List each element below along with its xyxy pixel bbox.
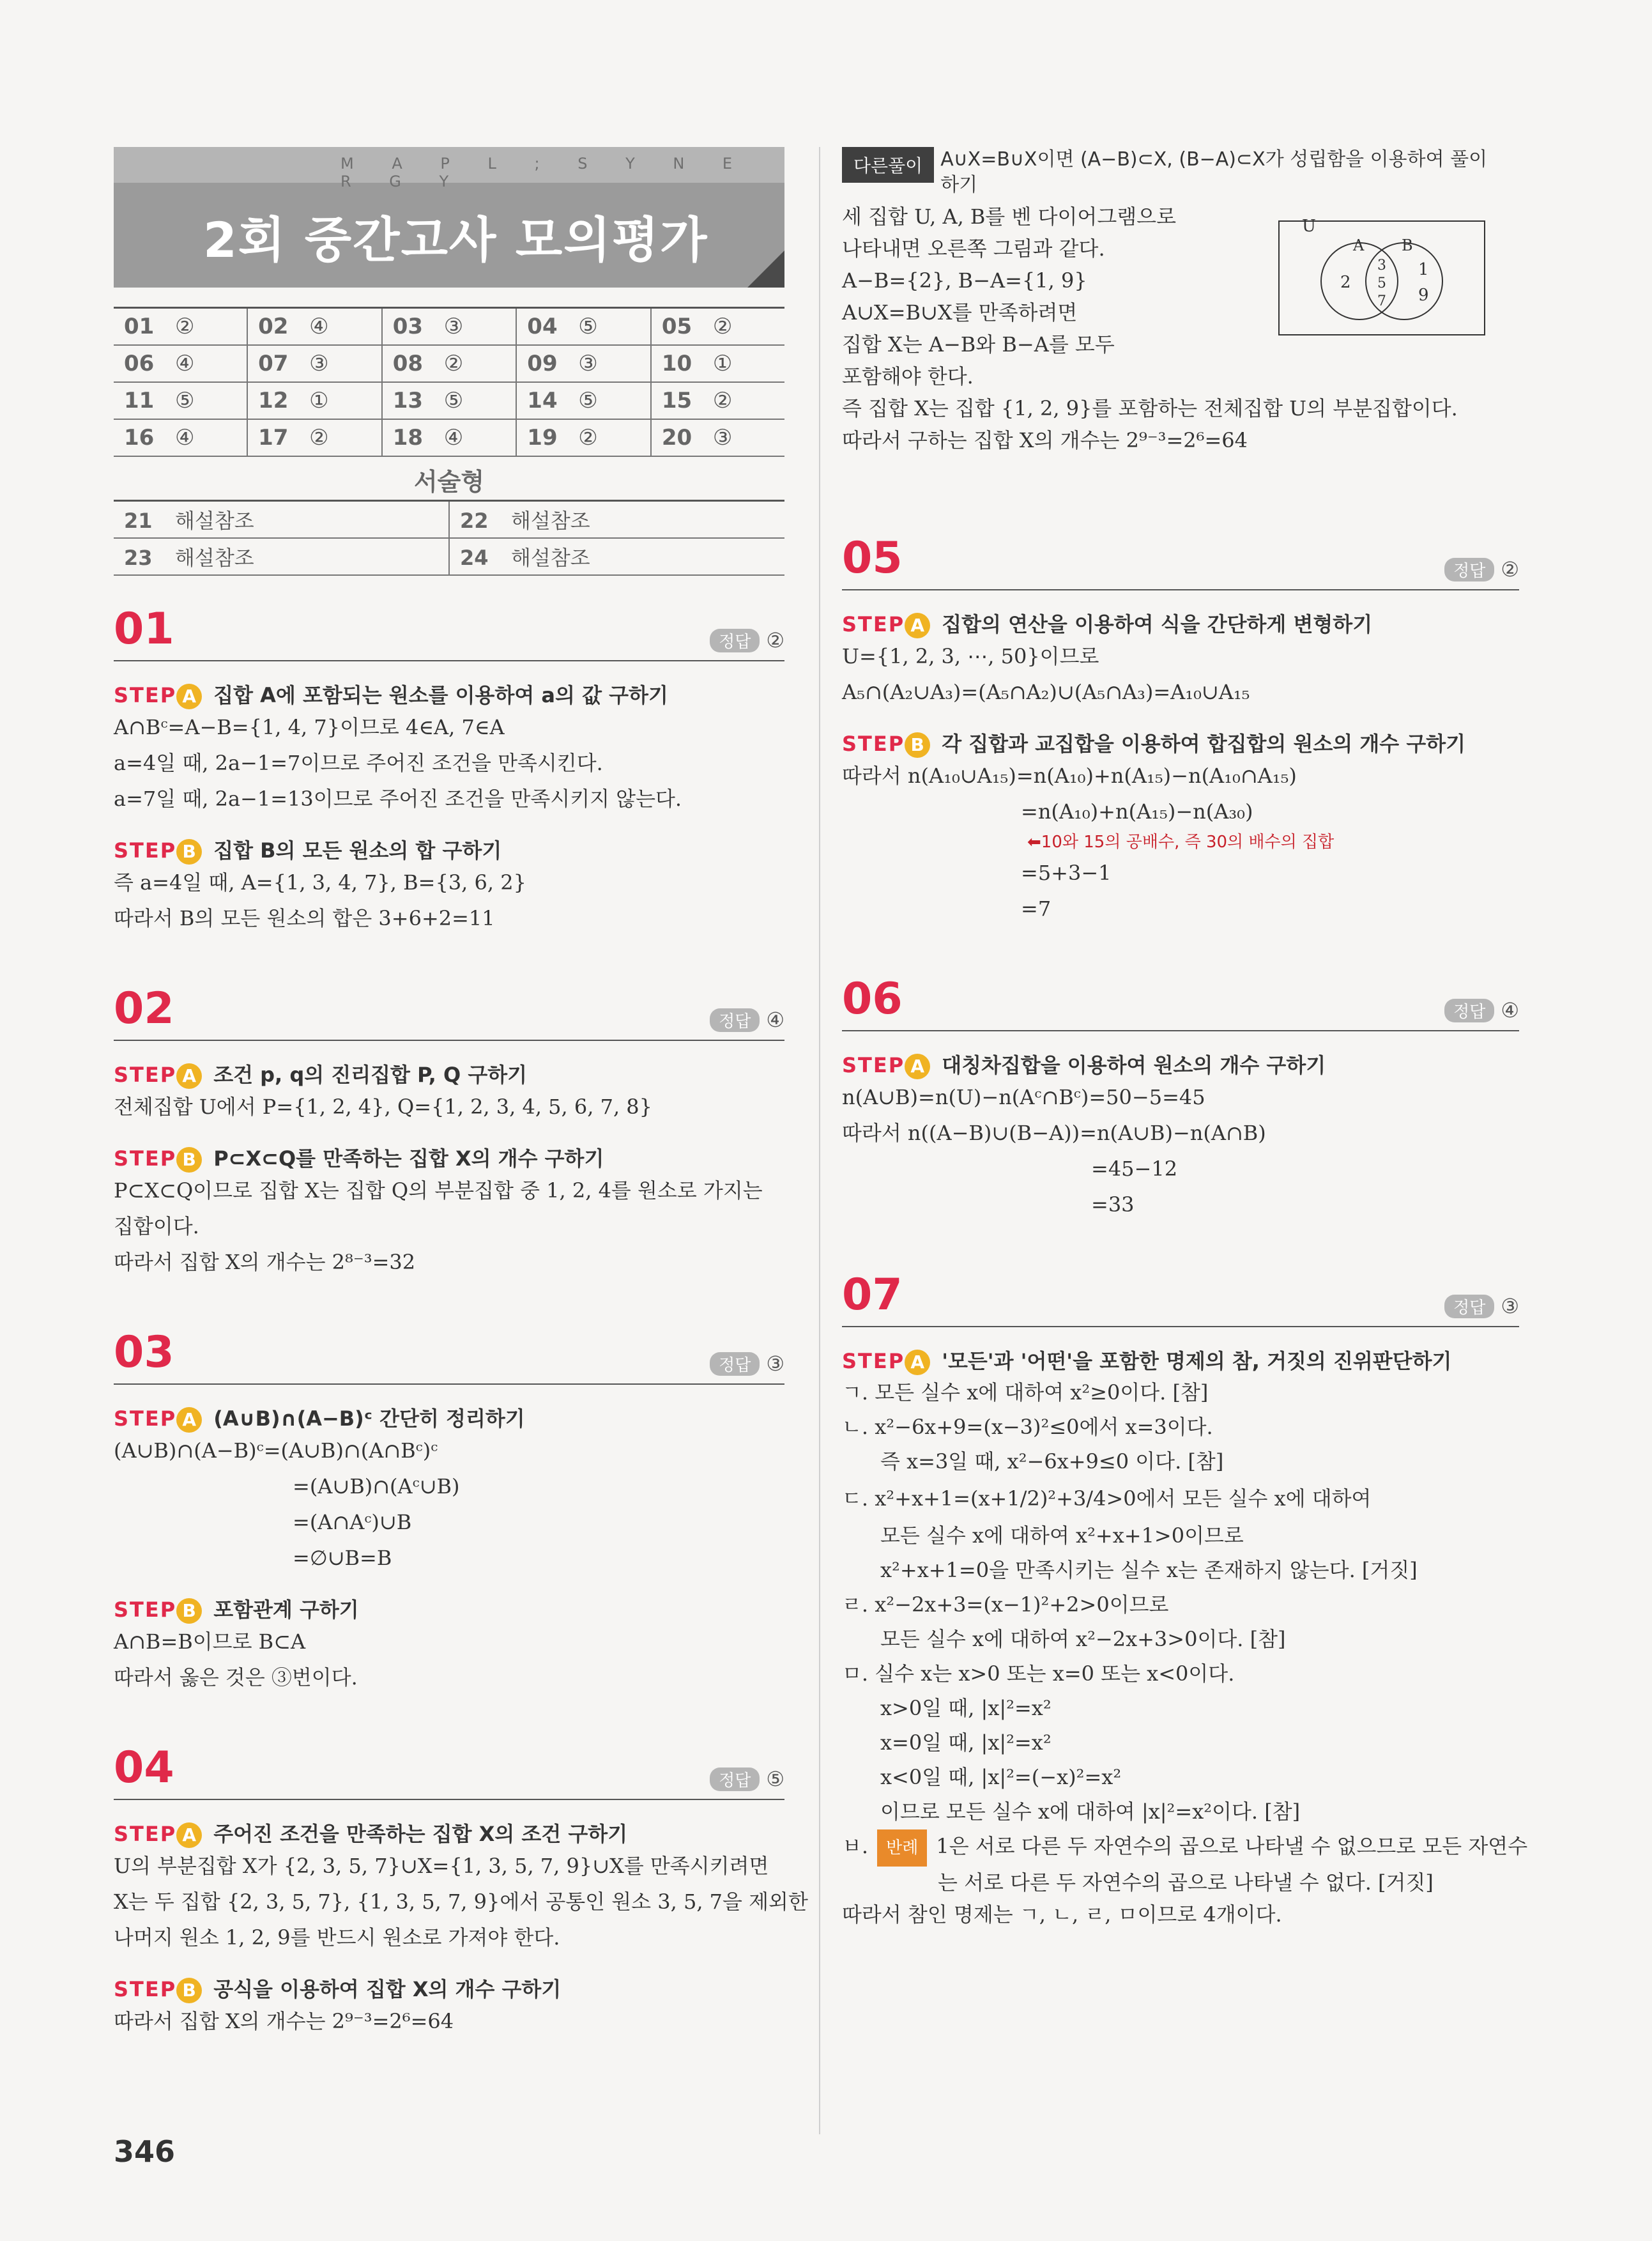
- step-title: 집합 A에 포함되는 원소를 이용하여 a의 값 구하기: [213, 683, 668, 707]
- venn-mid-value-1: 3: [1377, 258, 1386, 273]
- question-number: 18: [392, 425, 424, 451]
- item-marker: ㅂ.: [842, 1834, 869, 1858]
- answer-badge: [710, 628, 784, 652]
- step-title: 주어진 조건을 만족하는 집합 X의 조건 구하기: [213, 1822, 628, 1846]
- answer-cell: [114, 308, 247, 346]
- step-mark: A: [176, 1822, 202, 1848]
- answer-choice: ②: [443, 351, 464, 376]
- step-mark: A: [905, 1350, 930, 1375]
- step-label: STEP: [114, 1063, 177, 1087]
- text-line: 따라서 n(A₁₀∪A₁₅)=n(A₁₀)+n(A₁₅)−n(A₁₀∩A₁₅): [842, 764, 1297, 788]
- text-line: (A∪B)∩(A−B)ᶜ=(A∪B)∩(A∩Bᶜ)ᶜ: [114, 1438, 438, 1463]
- answer-choice: ①: [712, 351, 733, 376]
- text-line: =n(A₁₀)+n(A₁₅)−n(A₃₀): [1021, 799, 1253, 824]
- problem-04: [114, 1740, 808, 2039]
- step-a: [114, 679, 784, 709]
- text-line: a=4일 때, 2a−1=7이므로 주어진 조건을 만족시킨다.: [114, 751, 603, 775]
- answer-badge: [1444, 998, 1519, 1022]
- question-number: 09: [527, 351, 558, 376]
- answer-pill: 정답: [710, 1767, 760, 1791]
- answer-choice: ②: [309, 425, 329, 451]
- text-line: 전체집합 U에서 P={1, 2, 4}, Q={1, 2, 3, 4, 5, 6, 7, 8}: [114, 1095, 653, 1119]
- text-line: 나머지 원소 1, 2, 9를 반드시 원소로 가져야 한다.: [114, 1925, 560, 1950]
- answer-badge: [1444, 1294, 1519, 1318]
- text-line: ㄹ. x²−2x+3=(x−1)²+2>0이므로: [842, 1592, 1169, 1617]
- answer-value: ④: [1501, 998, 1519, 1022]
- answer-choice: ⑤: [175, 388, 195, 413]
- answer-cell: [247, 308, 382, 346]
- answer-cell: [516, 308, 651, 346]
- answer-choice: ③: [712, 425, 733, 451]
- answer-choice: ②: [712, 388, 733, 413]
- problem-05: [842, 530, 1519, 927]
- step-mark: B: [176, 1598, 202, 1624]
- answer-choice: ⑤: [578, 388, 598, 413]
- problem-02: [114, 981, 784, 1280]
- answer-badge: [1444, 557, 1519, 581]
- question-number: 05: [661, 314, 692, 339]
- venn-label-b: B: [1402, 236, 1413, 254]
- answer-choice: ⑤: [578, 314, 598, 339]
- text-line: A−B={2}, B−A={1, 9}: [842, 268, 1087, 293]
- step-title: 포함관계 구하기: [213, 1598, 359, 1622]
- step-label: STEP: [842, 612, 905, 636]
- essay-row: [114, 501, 784, 539]
- answer-cell: [516, 382, 651, 419]
- answer-badge: [710, 1767, 784, 1791]
- answer-cell: [651, 382, 784, 419]
- question-number: 10: [661, 351, 692, 376]
- answer-choice: ④: [175, 351, 195, 376]
- text-line: 포함해야 한다.: [842, 364, 974, 389]
- text-line: A∩B=B이므로 B⊂A: [114, 1629, 306, 1654]
- essay-reference: 해설참조: [175, 509, 254, 533]
- answer-choice: ②: [712, 314, 733, 339]
- text-line: =33: [1091, 1192, 1135, 1217]
- column-divider: [819, 147, 820, 2134]
- text-line: 집합 X는 A−B와 B−A를 모두: [842, 332, 1115, 357]
- page-title: 2회 중간고사 모의평가: [203, 212, 708, 268]
- problem-07: [842, 1267, 1528, 1930]
- question-number: 20: [661, 425, 692, 451]
- answer-cell: [247, 345, 382, 382]
- text-line: U={1, 2, 3, ⋯, 50}이므로: [842, 644, 1099, 668]
- question-number: 17: [258, 425, 289, 451]
- text-line: 즉 x=3일 때, x²−6x+9≤0 이다. [참]: [880, 1449, 1224, 1474]
- text-line: 따라서 n((A−B)∪(B−A))=n(A∪B)−n(A∩B): [842, 1121, 1266, 1145]
- essay-table: [114, 500, 784, 576]
- answer-choice: ②: [175, 314, 195, 339]
- text-line: x=0일 때, |x|²=x²: [880, 1730, 1052, 1755]
- text-line: 나타내면 오른쪽 그림과 같다.: [842, 236, 1105, 261]
- step-label: STEP: [114, 1977, 177, 2001]
- step-label: STEP: [114, 1146, 177, 1171]
- step-label: STEP: [114, 1598, 177, 1622]
- step-title: 조건 p, q의 진리집합 P, Q 구하기: [213, 1063, 528, 1087]
- text-line: 따라서 B의 모든 원소의 합은 3+6+2=11: [114, 906, 495, 930]
- answer-table: [114, 307, 784, 457]
- step-title: 각 집합과 교집합을 이용하여 합집합의 원소의 개수 구하기: [942, 732, 1466, 756]
- problem-header: [842, 1267, 1519, 1327]
- answer-row: [114, 419, 784, 456]
- text-line: 1은 서로 다른 두 자연수의 곱으로 나타낼 수 없으므로 모든 자연수: [936, 1834, 1528, 1858]
- step-mark: A: [176, 684, 202, 709]
- step-mark: A: [176, 1063, 202, 1089]
- answer-choice: ④: [175, 425, 195, 451]
- question-number: 23: [124, 546, 153, 570]
- problem-header: [114, 601, 784, 661]
- step-b: [114, 1594, 784, 1624]
- problem-header: [114, 981, 784, 1041]
- answer-pill: 정답: [710, 629, 760, 652]
- venn-left-value: 2: [1340, 273, 1351, 292]
- essay-cell: [449, 538, 784, 575]
- answer-row: [114, 345, 784, 382]
- step-a: [842, 608, 1519, 638]
- text-line: ㄷ. x²+x+1=(x+1/2)²+3/4>0에서 모든 실수 x에 대하여: [842, 1486, 1372, 1511]
- step-mark: B: [176, 839, 202, 865]
- answer-cell: [651, 308, 784, 346]
- problem-number: 06: [842, 974, 903, 1024]
- question-number: 04: [527, 314, 558, 339]
- answer-choice: ②: [578, 425, 598, 451]
- text-line: U의 부분집합 X가 {2, 3, 5, 7}∪X={1, 3, 5, 7, 9}∪X를 만족시키려면: [114, 1854, 769, 1878]
- problem-number: 07: [842, 1270, 903, 1320]
- question-number: 13: [392, 388, 424, 413]
- text-line: 따라서 옳은 것은 ③번이다.: [114, 1665, 358, 1690]
- answer-row: [114, 382, 784, 419]
- venn-diagram: [1276, 217, 1487, 339]
- step-mark: B: [905, 732, 930, 758]
- text-line: x>0일 때, |x|²=x²: [880, 1696, 1052, 1720]
- text-line: 따라서 참인 명제는 ㄱ, ㄴ, ㄹ, ㅁ이므로 4개이다.: [842, 1902, 1282, 1927]
- text-line: 는 서로 다른 두 자연수의 곱으로 나타낼 수 없다. [거짓]: [938, 1870, 1434, 1895]
- answer-cell: [382, 382, 517, 419]
- step-title: 대칭차집합을 이용하여 원소의 개수 구하기: [942, 1053, 1326, 1077]
- text-line: 집합이다.: [114, 1214, 199, 1238]
- answer-badge: [710, 1352, 784, 1376]
- problem-number: 01: [114, 604, 174, 654]
- step-label: STEP: [114, 1822, 177, 1846]
- text-line: 따라서 구하는 집합 X의 개수는 2⁹⁻³=2⁶=64: [842, 428, 1248, 452]
- step-mark: A: [176, 1407, 202, 1433]
- answer-cell: [651, 345, 784, 382]
- answer-badge: [710, 1008, 784, 1032]
- answer-pill: 정답: [1444, 999, 1494, 1022]
- text-line: 따라서 집합 X의 개수는 2⁸⁻³=32: [114, 1250, 416, 1274]
- venn-mid-value-2: 5: [1377, 275, 1386, 291]
- text-line: 모든 실수 x에 대하여 x²+x+1>0이므로: [880, 1523, 1244, 1548]
- text-line: 따라서 집합 X의 개수는 2⁹⁻³=2⁶=64: [114, 2009, 454, 2033]
- answer-choice: ③: [578, 351, 598, 376]
- answer-cell: [114, 345, 247, 382]
- essay-cell: [114, 501, 449, 539]
- venn-right-value-2: 9: [1418, 286, 1429, 305]
- answer-cell: [382, 419, 517, 456]
- answer-choice: ④: [443, 425, 464, 451]
- answer-choice: ①: [309, 388, 329, 413]
- answer-cell: [114, 382, 247, 419]
- text-line: P⊂X⊂Q이므로 집합 X는 집합 Q의 부분집합 중 1, 2, 4를 원소로 가지는: [114, 1178, 763, 1203]
- step-mark: B: [176, 1147, 202, 1173]
- step-label: STEP: [114, 838, 177, 863]
- answer-value: ④: [766, 1008, 784, 1032]
- question-number: 16: [124, 425, 155, 451]
- answer-value: ②: [766, 628, 784, 652]
- step-mark: B: [176, 1978, 202, 2003]
- answer-cell: [382, 308, 517, 346]
- text-line: =(A∩Aᶜ)∪B: [293, 1510, 412, 1534]
- essay-cell: [449, 501, 784, 539]
- problem-header: [114, 1325, 784, 1385]
- question-number: 07: [258, 351, 289, 376]
- venn-right-value-1: 1: [1418, 260, 1429, 279]
- venn-circle-a: [1321, 243, 1398, 320]
- answer-value: ⑤: [766, 1767, 784, 1791]
- answer-value: ②: [1501, 557, 1519, 581]
- text-line: 세 집합 U, A, B를 벤 다이어그램으로: [842, 204, 1176, 229]
- text-line: 모든 실수 x에 대하여 x²−2x+3>0이다. [참]: [880, 1627, 1286, 1651]
- step-title: '모든'과 '어떤'을 포함한 명제의 참, 거짓의 진위판단하기: [942, 1349, 1452, 1373]
- answer-pill: 정답: [710, 1008, 760, 1032]
- text-line: X는 두 집합 {2, 3, 5, 7}, {1, 3, 5, 7, 9}에서 공통인 원소 3, 5, 7을 제외한: [114, 1890, 808, 1914]
- answer-value: ③: [1501, 1294, 1519, 1318]
- problem-06: [842, 971, 1519, 1222]
- step-a: [114, 1059, 784, 1089]
- essay-reference: 해설참조: [511, 546, 590, 570]
- venn-label-u: U: [1302, 217, 1316, 236]
- text-line: a=7일 때, 2a−1=13이므로 주어진 조건을 만족시키지 않는다.: [114, 787, 682, 811]
- problem-header: [842, 971, 1519, 1031]
- answer-cell: [516, 345, 651, 382]
- text-line: n(A∪B)=n(U)−n(Aᶜ∩Bᶜ)=50−5=45: [842, 1085, 1205, 1109]
- problem-number: 02: [114, 983, 174, 1034]
- text-line: A∪X=B∪X를 만족하려면: [842, 300, 1078, 325]
- step-mark: A: [905, 1054, 930, 1079]
- answer-cell: [114, 419, 247, 456]
- answer-cell: [247, 382, 382, 419]
- essay-title: 서술형: [413, 468, 485, 496]
- essay-reference: 해설참조: [511, 509, 590, 533]
- answer-cell: [516, 419, 651, 456]
- text-line: x<0일 때, |x|²=(−x)²=x²: [880, 1765, 1122, 1789]
- text-line: =(A∪B)∩(Aᶜ∪B): [293, 1474, 460, 1498]
- banner-corner: [747, 250, 784, 288]
- alternative-heading: A∪X=B∪X이면 (A−B)⊂X, (B−A)⊂X가 성립함을 이용하여 풀이하기: [940, 148, 1488, 196]
- question-number: 01: [124, 314, 155, 339]
- problem-01: [114, 601, 784, 936]
- step-label: STEP: [842, 1349, 905, 1373]
- answer-pill: 정답: [1444, 558, 1494, 581]
- answer-value: ③: [766, 1352, 784, 1376]
- step-label: STEP: [114, 683, 177, 707]
- question-number: 14: [527, 388, 558, 413]
- answer-choice: ④: [309, 314, 329, 339]
- left-column: [114, 147, 808, 2039]
- step-b: [114, 835, 784, 865]
- text-line: =7: [1021, 897, 1052, 921]
- step-title: P⊂X⊂Q를 만족하는 집합 X의 개수 구하기: [213, 1146, 604, 1171]
- question-number: 02: [258, 314, 289, 339]
- problem-number: 04: [114, 1743, 174, 1793]
- text-line: =45−12: [1091, 1157, 1178, 1181]
- essay-reference: 해설참조: [175, 546, 254, 570]
- step-b: [842, 728, 1519, 758]
- essay-row: [114, 538, 784, 575]
- answer-cell: [651, 419, 784, 456]
- step-a: [842, 1345, 1519, 1375]
- text-line: 이므로 모든 실수 x에 대하여 |x|²=x²이다. [참]: [880, 1799, 1301, 1824]
- problem-header: [114, 1740, 784, 1800]
- counterexample-line: [842, 1829, 1528, 1867]
- problem-number: 03: [114, 1327, 174, 1378]
- annotation-note: ⬅10와 15의 공배수, 즉 30의 배수의 집합: [1027, 833, 1335, 852]
- answer-choice: ⑤: [443, 388, 464, 413]
- problem-number: 05: [842, 533, 903, 583]
- question-number: 19: [527, 425, 558, 451]
- alternative-solution: [842, 147, 1519, 479]
- text-line: ㄱ. 모든 실수 x에 대하여 x²≥0이다. [참]: [842, 1380, 1209, 1405]
- problem-03: [114, 1325, 784, 1695]
- problem-header: [842, 530, 1519, 590]
- step-title: 공식을 이용하여 집합 X의 개수 구하기: [213, 1977, 562, 2001]
- text-line: 즉 집합 X는 집합 {1, 2, 9}를 포함하는 전체집합 U의 부분집합이다.: [842, 396, 1458, 420]
- answer-pill: 정답: [1444, 1295, 1494, 1318]
- text-line: x²+x+1=0을 만족시키는 실수 x는 존재하지 않는다. [거짓]: [880, 1558, 1418, 1582]
- question-number: 03: [392, 314, 424, 339]
- question-number: 08: [392, 351, 424, 376]
- question-number: 12: [258, 388, 289, 413]
- answer-cell: [247, 419, 382, 456]
- step-title: 집합의 연산을 이용하여 식을 간단하게 변형하기: [942, 612, 1373, 636]
- step-title: (A∪B)∩(A−B)ᶜ 간단히 정리하기: [213, 1406, 525, 1431]
- answer-choice: ③: [443, 314, 464, 339]
- step-mark: A: [905, 613, 930, 638]
- venn-label-a: A: [1353, 236, 1365, 254]
- question-number: 11: [124, 388, 155, 413]
- text-line: 즉 a=4일 때, A={1, 3, 4, 7}, B={3, 6, 2}: [114, 870, 526, 895]
- text-line: ㅁ. 실수 x는 x>0 또는 x=0 또는 x<0이다.: [842, 1661, 1235, 1686]
- text-line: A₅∩(A₂∪A₃)=(A₅∩A₂)∪(A₅∩A₃)=A₁₀∪A₁₅: [842, 680, 1250, 704]
- answer-row: [114, 308, 784, 346]
- step-a: [114, 1403, 784, 1433]
- question-number: 15: [661, 388, 692, 413]
- page-number: 346: [114, 2134, 176, 2169]
- question-number: 24: [460, 546, 489, 570]
- answer-choice: ③: [309, 351, 329, 376]
- question-number: 21: [124, 509, 153, 533]
- answer-pill: 정답: [710, 1352, 760, 1376]
- step-b: [114, 1973, 784, 2003]
- text-line: A∩Bᶜ=A−B={1, 4, 7}이므로 4∈A, 7∈A: [114, 715, 505, 739]
- answer-cell: [382, 345, 517, 382]
- step-a: [842, 1049, 1519, 1079]
- venn-mid-value-3: 7: [1377, 293, 1386, 309]
- step-b: [114, 1143, 784, 1173]
- alternative-badge: 다른풀이: [842, 147, 934, 183]
- essay-cell: [114, 538, 449, 575]
- text-line: =∅∪B=B: [293, 1546, 392, 1570]
- step-label: STEP: [842, 732, 905, 756]
- step-label: STEP: [114, 1406, 177, 1431]
- text-line: =5+3−1: [1021, 861, 1112, 885]
- step-label: STEP: [842, 1053, 905, 1077]
- step-a: [114, 1818, 784, 1848]
- question-number: 22: [460, 509, 489, 533]
- banner-brand: M A P L ; S Y N E R G Y: [340, 155, 749, 190]
- right-column: [842, 147, 1528, 1930]
- text-line: ㄴ. x²−6x+9=(x−3)²≤0에서 x=3이다.: [842, 1415, 1213, 1439]
- step-title: 집합 B의 모든 원소의 합 구하기: [213, 838, 502, 863]
- question-number: 06: [124, 351, 155, 376]
- counterexample-badge: 반례: [877, 1829, 927, 1867]
- title-banner: [114, 147, 784, 288]
